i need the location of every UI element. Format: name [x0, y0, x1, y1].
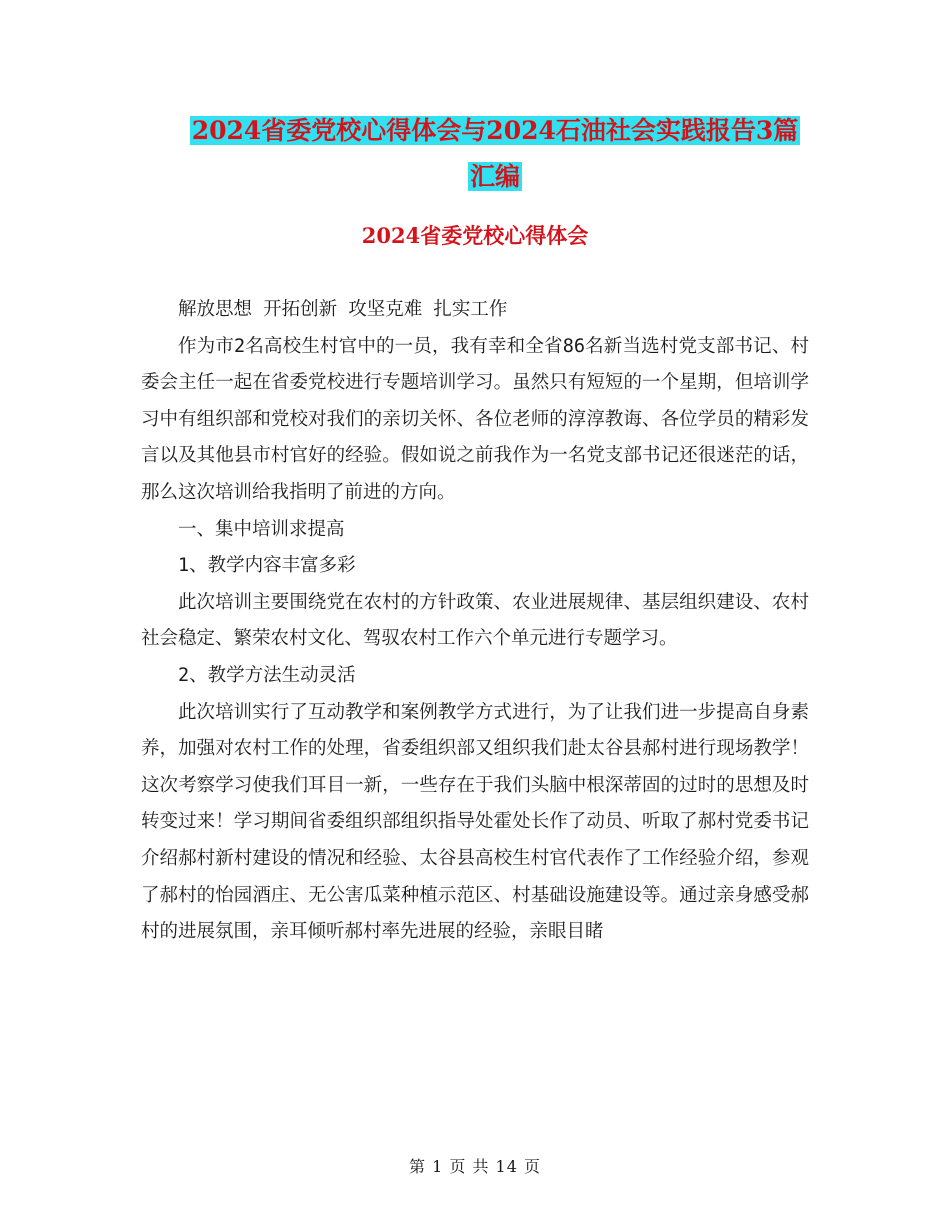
- section-title: 2024省委党校心得体会: [361, 223, 589, 248]
- paragraph-intro: 作为市2名高校生村官中的一员，我有幸和全省86名新当选村党支部书记、村委会主任一起在省委党校进行专题培训学习。虽然只有短短的一个星期，但培训学习中有组织部和党校对我们的亲切关怀、各位老师的淳淳教诲、各位学员的精彩发言以及其他县市村官好的经验。假如说之前我作为一名党支部书记还很迷茫的话，那么这次培训给我指明了前进的方向。: [141, 335, 809, 503]
- document-body: [141, 292, 809, 951]
- document-title-line1: 2024省委党校心得体会与2024石油社会实践报告3篇: [191, 116, 799, 145]
- paragraph-subheading-1: 1、教学内容丰富多彩: [178, 555, 356, 577]
- document-title: [140, 108, 850, 200]
- paragraph-heading-1: 一、集中培训求提高: [178, 518, 345, 540]
- paragraph-content-2: 此次培训实行了互动教学和案例教学方式进行，为了让我们进一步提高自身素养，加强对农村工作的处理，省委组织部又组织我们赴太谷县郝村进行现场教学！这次考察学习使我们耳目一新，一些存在于我们头脑中根深蒂固的过时的思想及时转变过来！学习期间省委组织部组织指导处霍处长作了动员、听取了郝村党委书记介绍郝村新村建设的情况和经验、太谷县高校生村官代表作了工作经验介绍，参观了郝村的怡园酒庄、无公害瓜菜种植示范区、村基础设施建设等。通过亲身感受郝村的进展氛围，亲耳倾听郝村率先进展的经验，亲眼目睹: [141, 701, 809, 943]
- page-footer: 第 1 页 共 14 页: [409, 1157, 541, 1176]
- paragraph-subheading-2: 2、教学方法生动灵活: [178, 664, 356, 686]
- document-title-line2: 汇编: [469, 162, 520, 191]
- paragraph-slogan: 解放思想 开拓创新 攻坚克难 扎实工作: [178, 299, 508, 320]
- paragraph-content-1: 此次培训主要围绕党在农村的方针政策、农业进展规律、基层组织建设、农村社会稳定、繁荣农村文化、驾驭农村工作六个单元进行专题学习。: [141, 591, 809, 650]
